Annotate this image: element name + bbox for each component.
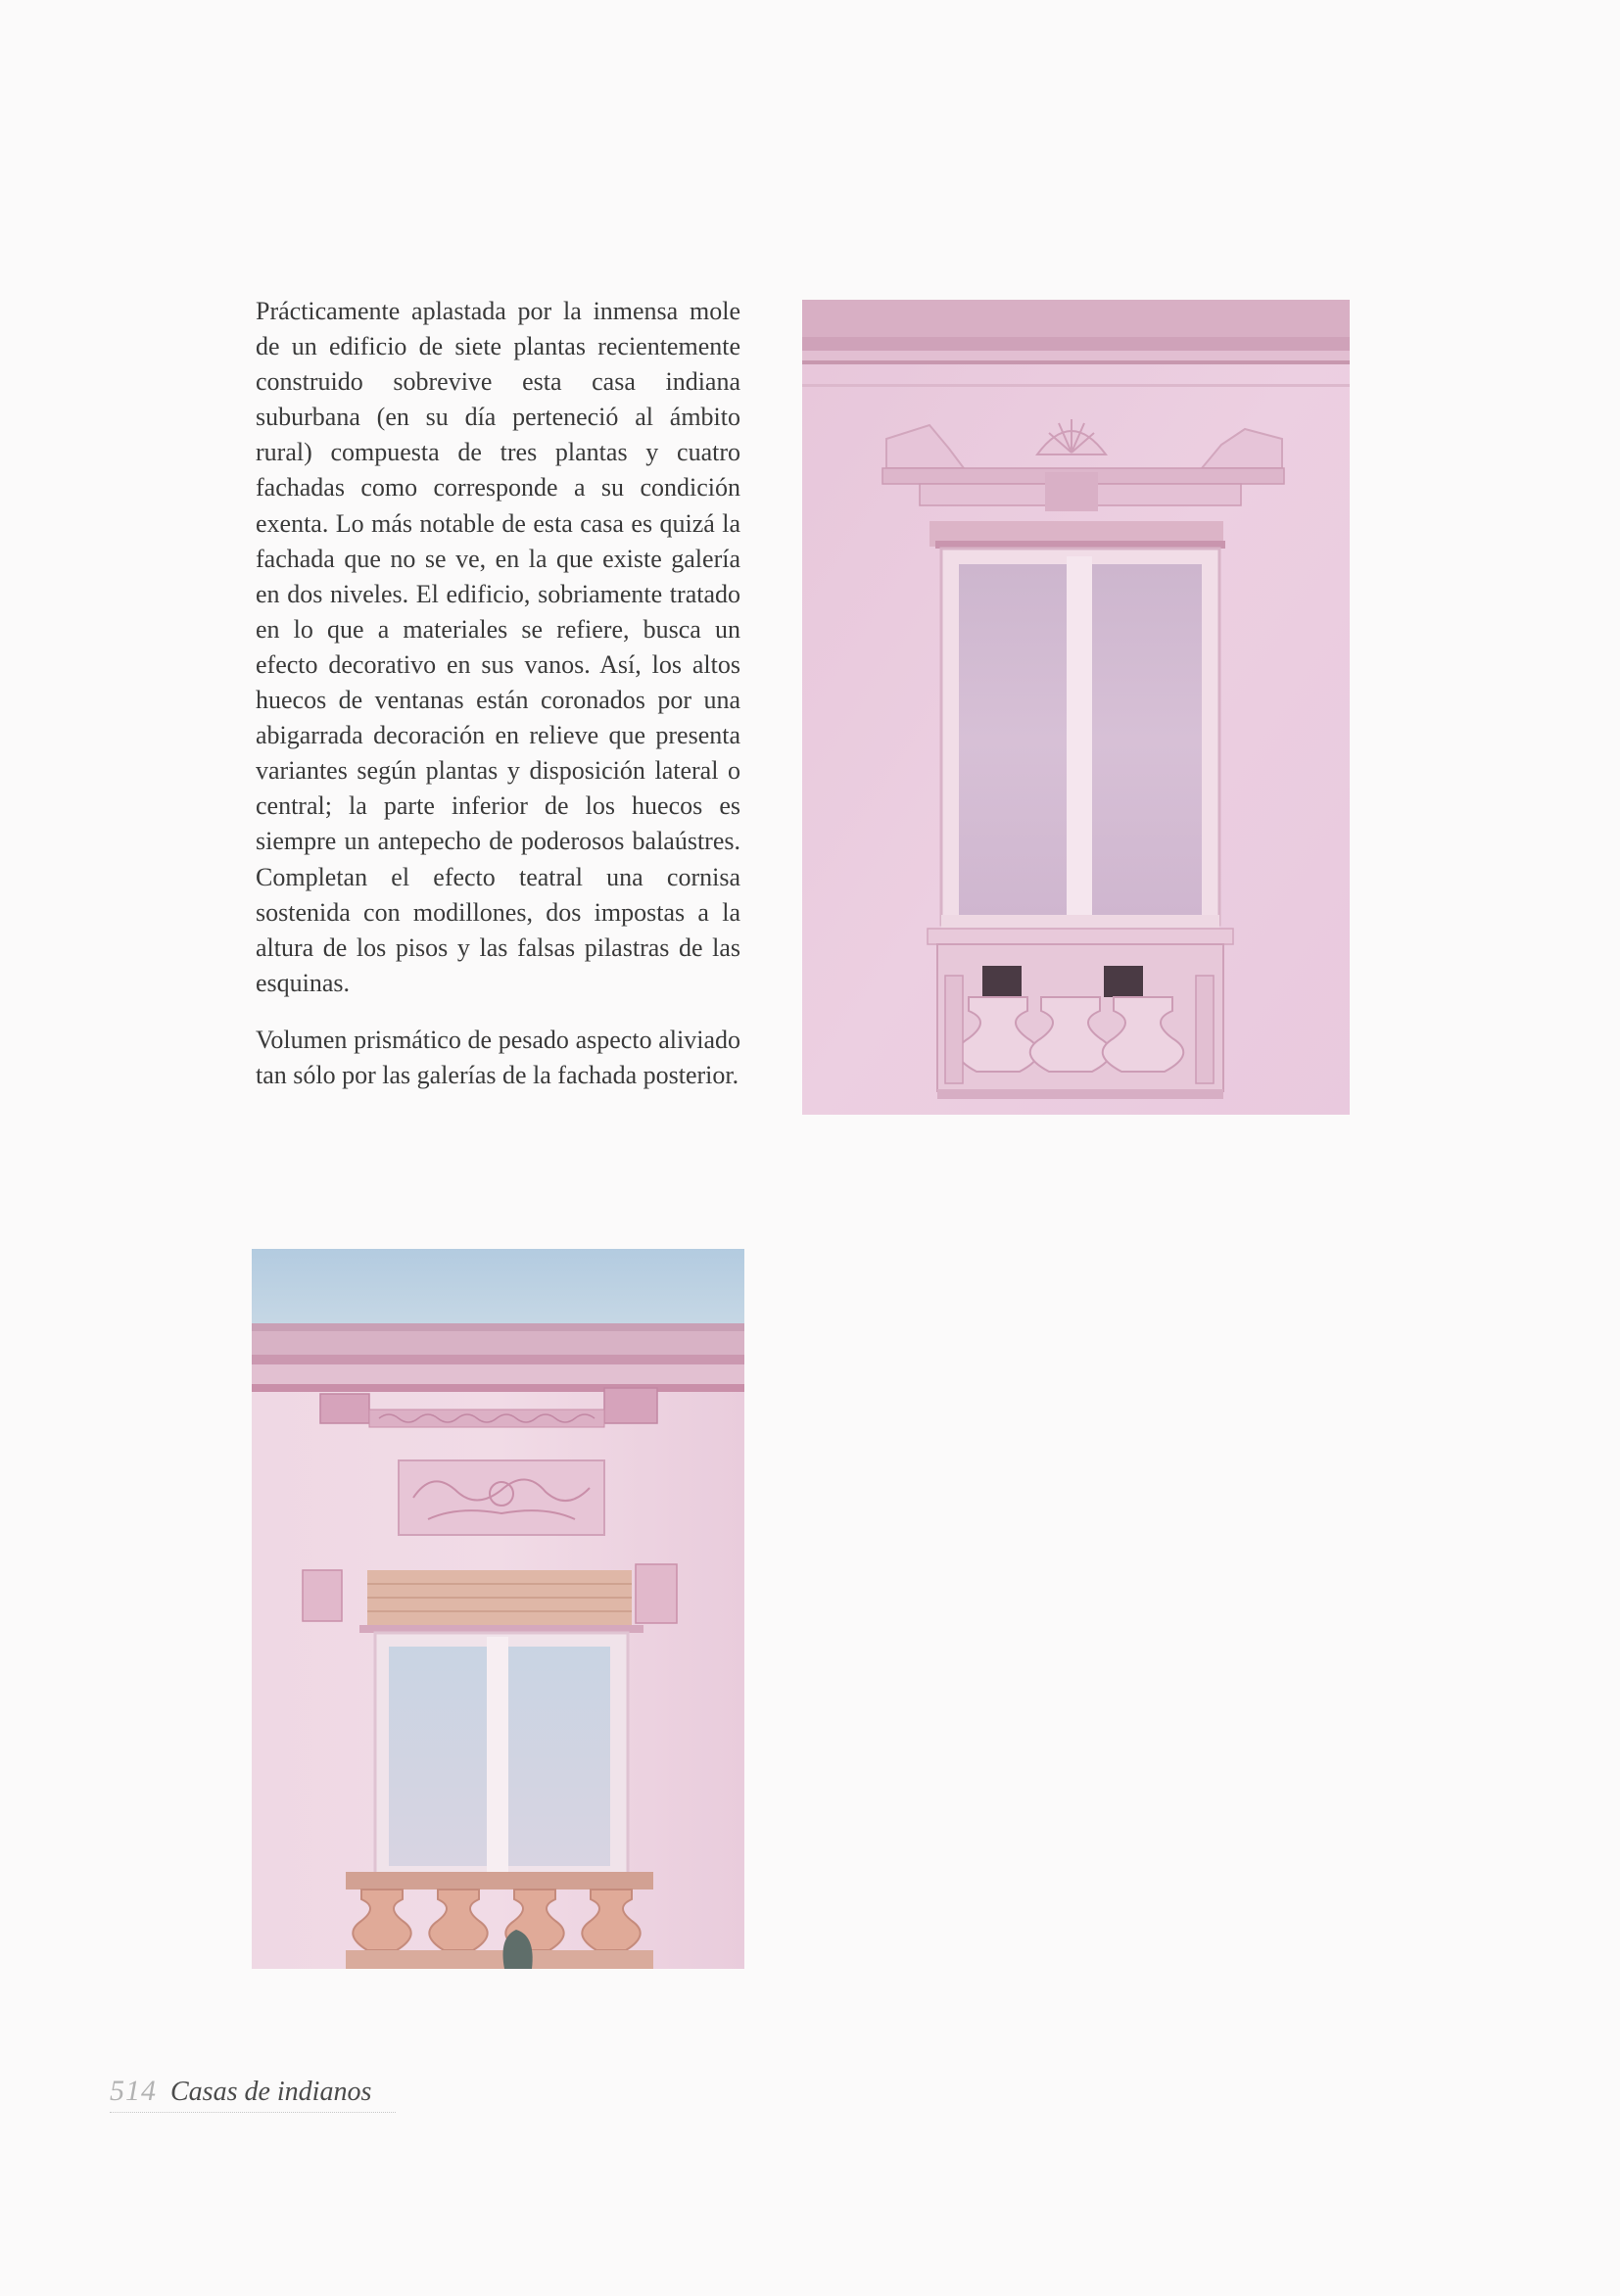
body-text: [256, 294, 740, 1093]
window-cornice-illustration: [252, 1249, 744, 1969]
description-paragraph: Prácticamente aplastada por la inmensa mole de un edificio de siete plantas recientemente construido sobrevive esta casa indiana suburbana (en su día perteneció al ámbito rural) compuesta de tres plantas y cuatro fachadas como corresponde a su condición exenta. Lo más notable de esta casa es quizá la fachada que no se ve, en la que existe galería en dos niveles. El edificio, sobriamente tratado en lo que a materiales se refiere, busca un efecto decorativo en sus vanos. Así, los altos huecos de ventanas están coronados por una abigarrada decoración en relieve que presenta variantes según plantas y disposición lateral o central; la parte inferior de los huecos es siempre un antepecho de poderosos balaústres. Completan el efecto teatral una cornisa sostenida con modillones, dos impostas a la altura de los pisos y las falsas pilastras de las esquinas.: [256, 297, 740, 997]
book-title: Casas de indianos: [170, 2077, 372, 2107]
page-footer: [110, 2075, 396, 2113]
caption-paragraph: Volumen prismático de pesado aspecto aliviado tan sólo por las galerías de la fachada posterior.: [256, 1025, 740, 1089]
page-number: 514: [110, 2075, 157, 2107]
window-cornice-photo: [252, 1249, 744, 1969]
window-balustrade-illustration: [802, 300, 1350, 1115]
window-balustrade-photo: [802, 300, 1350, 1115]
